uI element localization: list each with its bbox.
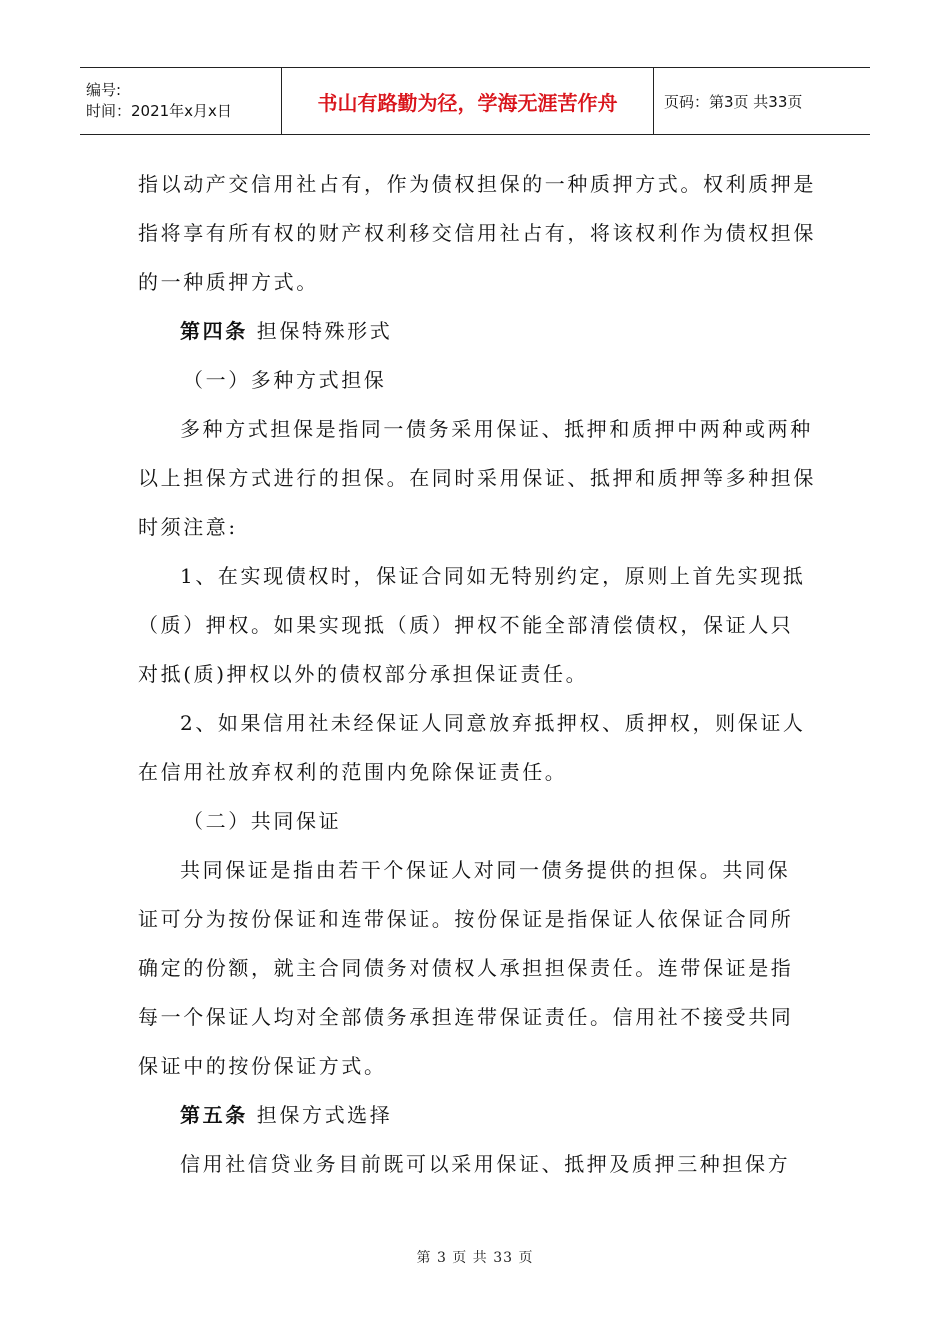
paragraph-line: （质）押权。如果实现抵（质）押权不能全部清偿债权，保证人只 (138, 613, 794, 637)
paragraph-line: 指将享有所有权的财产权利移交信用社占有，将该权利作为债权担保 (138, 221, 816, 245)
paragraph-line: 证可分为按份保证和连带保证。按份保证是指保证人依保证合同所 (138, 907, 794, 931)
paragraph-line: 指以动产交信用社占有，作为债权担保的一种质押方式。权利质押是 (138, 172, 816, 196)
paragraph-line: 确定的份额，就主合同债务对债权人承担担保责任。连带保证是指 (138, 956, 794, 980)
paragraph-line: 共同保证是指由若干个保证人对同一债务提供的担保。共同保 (180, 858, 791, 882)
list-item: 2、如果信用社未经保证人同意放弃抵押权、质押权，则保证人 (180, 711, 806, 735)
list-item: 1、在实现债权时，保证合同如无特别约定，原则上首先实现抵 (180, 564, 806, 588)
page-footer: 第 3 页 共 33 页 (416, 1250, 534, 1266)
article-heading (138, 307, 808, 356)
article-heading (138, 1091, 808, 1140)
paragraph-line: 每一个保证人均对全部债务承担连带保证责任。信用社不接受共同 (138, 1005, 794, 1029)
document-number-label: 编号: (86, 81, 122, 99)
paragraph-line: 对抵(质)押权以外的债权部分承担保证责任。 (138, 662, 589, 686)
section-heading: （一）多种方式担保 (183, 368, 387, 392)
article-number: 第四条 (180, 319, 248, 343)
paragraph-line: 时须注意: (138, 515, 238, 539)
paragraph-line: 的一种质押方式。 (138, 270, 319, 294)
header-meta (80, 68, 282, 134)
paragraph-line: 信用社信贷业务目前既可以采用保证、抵押及质押三种担保方 (180, 1152, 791, 1176)
document-body (138, 160, 816, 1189)
paragraph-line: 在信用社放弃权利的范围内免除保证责任。 (138, 760, 568, 784)
page-header (80, 67, 870, 135)
article-number: 第五条 (180, 1103, 248, 1127)
paragraph-line: 以上担保方式进行的担保。在同时采用保证、抵押和质押等多种担保 (138, 466, 816, 490)
paragraph-line: 保证中的按份保证方式。 (138, 1054, 387, 1078)
section-heading: （二）共同保证 (183, 809, 342, 833)
paragraph-line: 多种方式担保是指同一债务采用保证、抵押和质押中两种或两种 (180, 417, 813, 441)
article-title: 担保特殊形式 (256, 319, 393, 343)
header-motto: 书山有路勤为径，学海无涯苦作舟 (282, 68, 654, 134)
article-title: 担保方式选择 (256, 1103, 393, 1127)
document-time-label: 时间：2021年x月x日 (86, 102, 232, 120)
header-page-number: 页码：第3页 共33页 (664, 92, 803, 111)
